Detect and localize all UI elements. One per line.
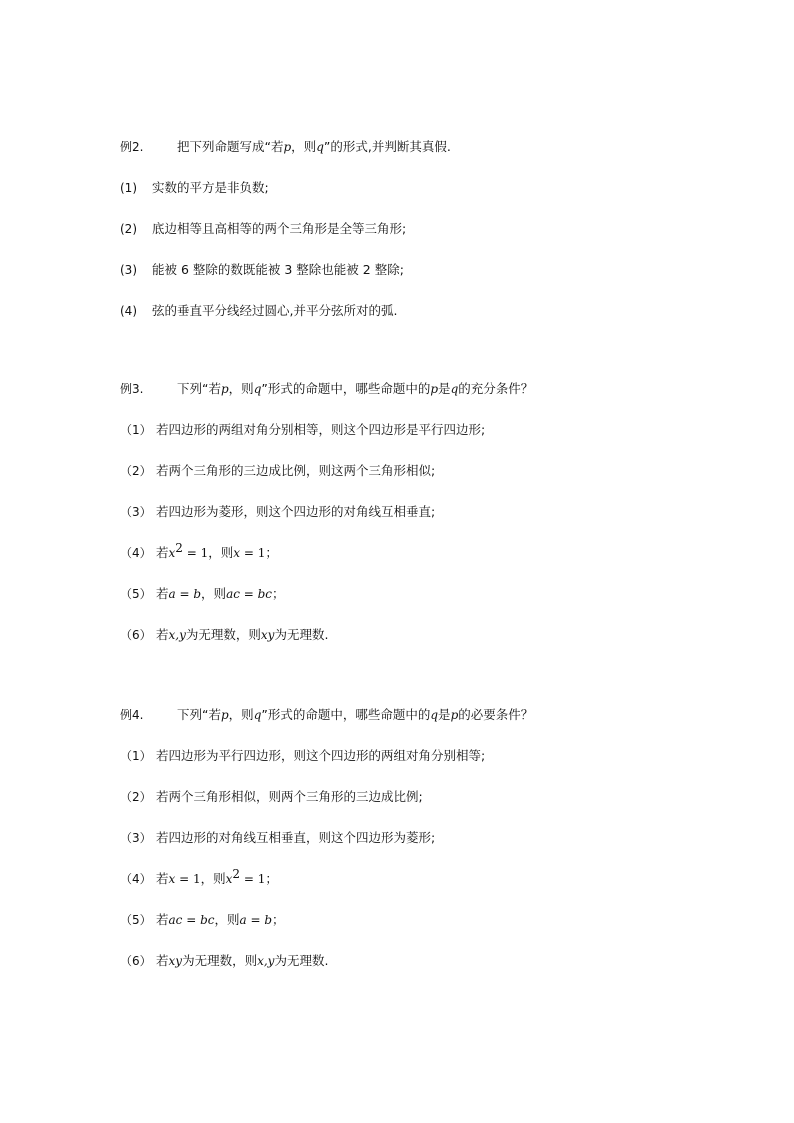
math-expr: a = b: [168, 587, 202, 601]
list-item: [120, 180, 740, 221]
math-q: q: [253, 382, 262, 396]
item-wei: 为无理数，则: [185, 627, 261, 642]
heading-text-post: ”的形式,并判断其真假.: [323, 139, 451, 154]
item-ruo: 若: [156, 545, 169, 560]
math-expr: x: [225, 872, 233, 886]
list-item: [120, 866, 740, 912]
list-item: [120, 912, 740, 953]
item-number: (1): [120, 181, 137, 195]
math-p: p: [220, 708, 229, 722]
math-q: q: [253, 708, 262, 722]
math-expr: x,y: [257, 954, 275, 968]
example-3-heading: [120, 381, 740, 422]
example-4: [120, 707, 740, 994]
math-expr: = 1: [175, 872, 201, 886]
item-ze: ，则: [208, 545, 234, 560]
list-item: [120, 504, 740, 545]
item-number: （3）: [120, 831, 152, 845]
item-text: 底边相等且高相等的两个三角形是全等三角形;: [152, 221, 407, 236]
item-number: (2): [120, 222, 137, 236]
list-item: [120, 463, 740, 504]
math-expr: ac = bc: [226, 587, 273, 601]
math-expr: x: [233, 546, 241, 560]
list-item: [120, 303, 740, 344]
math-expr: = 1: [182, 546, 209, 560]
list-item: [120, 748, 740, 789]
item-ze: ，则: [201, 586, 227, 601]
item-number: （6）: [120, 954, 152, 968]
heading-text-is: 是: [438, 707, 451, 722]
math-q: q: [450, 382, 459, 396]
math-expr: x,y: [168, 628, 186, 642]
item-text: 能被 6 整除的数既能被 3 整除也能被 2 整除;: [152, 262, 404, 277]
item-number: （3）: [120, 505, 152, 519]
heading-text-post: 的必要条件？: [458, 707, 534, 722]
item-wei: 为无理数，则: [182, 953, 258, 968]
item-text: 实数的平方是非负数;: [152, 180, 269, 195]
example-4-heading: [120, 707, 740, 748]
item-text: 若两个三角形的三边成比例，则这两个三角形相似;: [156, 463, 436, 478]
heading-text-post: 的充分条件？: [458, 381, 534, 396]
list-item: [120, 627, 740, 668]
item-ruo: 若: [156, 586, 169, 601]
item-ruo: 若: [156, 912, 169, 927]
item-text: 若两个三角形相似，则两个三角形的三边成比例;: [156, 789, 423, 804]
math-expr: x: [168, 872, 176, 886]
item-number: （5）: [120, 913, 152, 927]
math-expr: xy: [168, 954, 183, 968]
example-3: [120, 381, 740, 668]
list-item: [120, 953, 740, 994]
math-p: p: [283, 140, 292, 154]
math-expr: = 1: [240, 546, 266, 560]
item-ruo: 若: [156, 871, 169, 886]
item-ze: ，则: [200, 871, 226, 886]
list-item: [120, 789, 740, 830]
example-2: [120, 139, 740, 344]
heading-text-mid: ，则: [228, 707, 254, 722]
list-item: [120, 262, 740, 303]
math-sup: 2: [175, 540, 183, 555]
item-text: 若四边形为平行四边形，则这个四边形的两组对角分别相等;: [156, 748, 486, 763]
item-number: （6）: [120, 628, 152, 642]
item-end: ；: [265, 871, 278, 886]
heading-text-pre: 下列“若: [177, 381, 221, 396]
item-number: （1）: [120, 749, 152, 763]
item-number: （4）: [120, 872, 152, 886]
heading-text-mid2: ”形式的命题中，哪些命题中的: [261, 381, 431, 396]
heading-text-pre: 把下列命题写成“若: [177, 139, 284, 154]
example-2-heading: [120, 139, 740, 180]
heading-text-pre: 下列“若: [177, 707, 221, 722]
item-end: ；: [265, 545, 278, 560]
item-text: 若四边形为菱形，则这个四边形的对角线互相垂直;: [156, 504, 436, 519]
item-text: 弦的垂直平分线经过圆心,并平分弦所对的弧.: [152, 303, 398, 318]
item-number: （2）: [120, 464, 152, 478]
item-end: ；: [272, 586, 285, 601]
item-end: 为无理数.: [274, 953, 329, 968]
item-text: 若四边形的两组对角分别相等，则这个四边形是平行四边形;: [156, 422, 486, 437]
item-ruo: 若: [156, 627, 169, 642]
math-expr: xy: [260, 628, 275, 642]
math-p: p: [220, 382, 229, 396]
item-end: 为无理数.: [274, 627, 329, 642]
math-sup: 2: [232, 866, 241, 881]
example-label: 例2.: [120, 140, 144, 154]
math-expr: a = b: [239, 913, 273, 927]
list-item: [120, 422, 740, 463]
math-q: q: [316, 140, 324, 154]
item-ze: ，则: [214, 912, 240, 927]
list-item: [120, 830, 740, 871]
item-number: (3): [120, 263, 137, 277]
item-number: （1）: [120, 423, 152, 437]
math-expr: x: [168, 546, 176, 560]
math-p: p: [450, 708, 459, 722]
heading-text-mid: ，则: [291, 139, 317, 154]
example-label: 例4.: [120, 708, 144, 722]
item-number: （2）: [120, 790, 152, 804]
heading-text-is: 是: [438, 381, 451, 396]
math-expr: ac = bc: [168, 913, 215, 927]
item-end: ；: [272, 912, 285, 927]
example-label: 例3.: [120, 382, 144, 396]
item-number: （4）: [120, 546, 152, 560]
heading-text-mid2: ”形式的命题中，哪些命题中的: [261, 707, 431, 722]
list-item: [120, 221, 740, 262]
item-ruo: 若: [156, 953, 169, 968]
heading-text-mid: ，则: [228, 381, 254, 396]
item-text: 若四边形的对角线互相垂直，则这个四边形为菱形;: [156, 830, 436, 845]
list-item: [120, 586, 740, 627]
math-expr: = 1: [240, 872, 266, 886]
math-p: p: [430, 382, 439, 396]
item-number: （5）: [120, 587, 152, 601]
list-item: [120, 540, 740, 586]
item-number: (4): [120, 304, 137, 318]
math-q: q: [430, 708, 439, 722]
